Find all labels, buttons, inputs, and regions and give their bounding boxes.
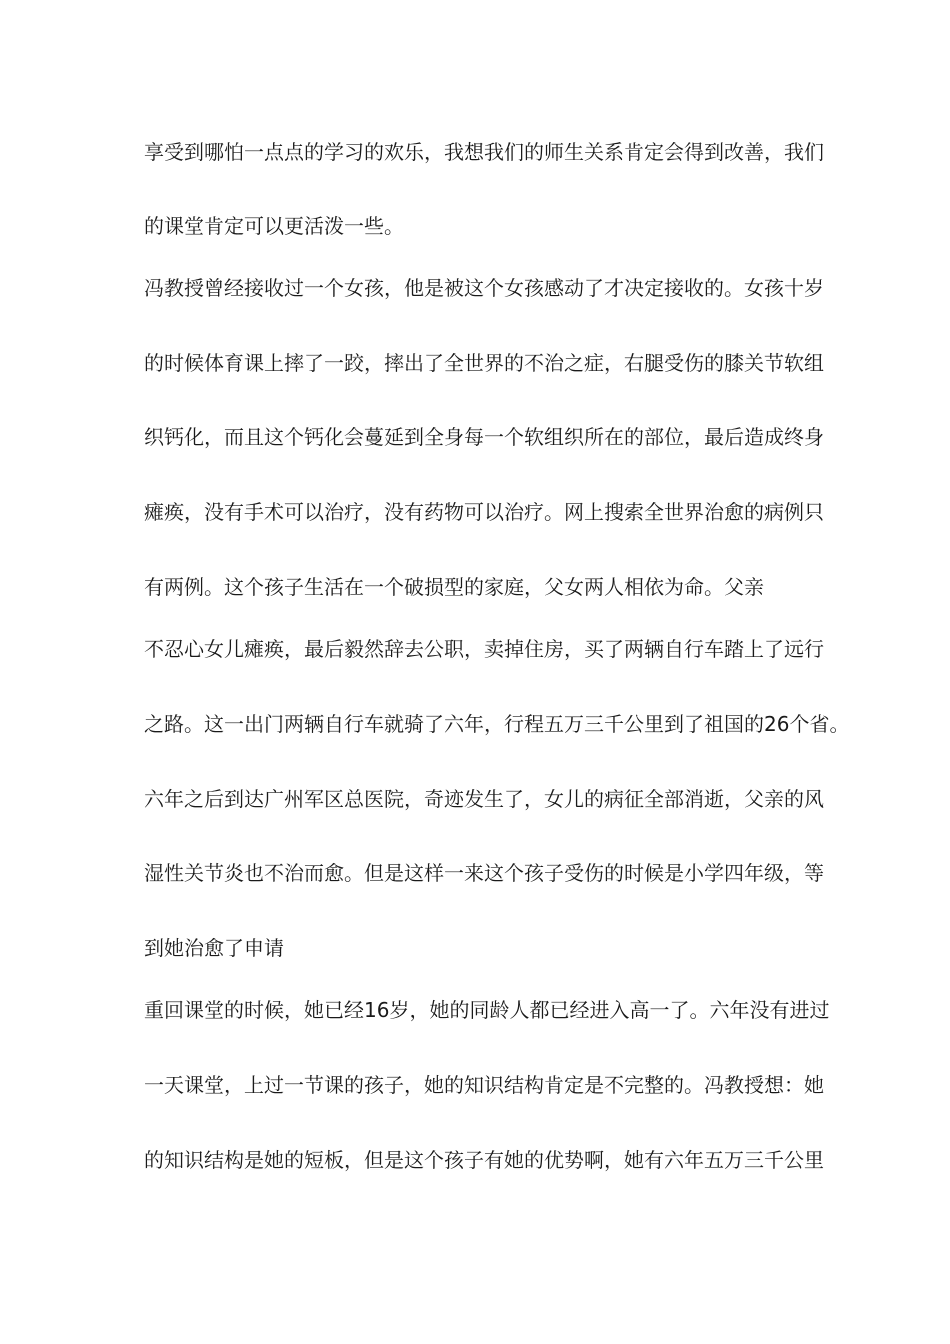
text-line: 享受到哪怕一点点的学习的欢乐，我想我们的师生关系肯定会得到改善，我们 <box>144 140 824 164</box>
text-line: 的时候体育课上摔了一跤，摔出了全世界的不治之症，右腿受伤的膝关节软组 <box>144 351 824 375</box>
text-line: 不忍心女儿瘫痪，最后毅然辞去公职，卖掉住房，买了两辆自行车踏上了远行 <box>144 637 824 661</box>
text-line: 的课堂肯定可以更活泼一些。 <box>144 214 404 238</box>
text-line: 的知识结构是她的短板，但是这个孩子有她的优势啊，她有六年五万三千公里 <box>144 1148 824 1172</box>
text-line: 织钙化，而且这个钙化会蔓延到全身每一个软组织所在的部位，最后造成终身 <box>144 425 824 449</box>
text-line: 湿性关节炎也不治而愈。但是这样一来这个孩子受伤的时候是小学四年级，等 <box>144 861 824 885</box>
text-line: 到她治愈了申请 <box>144 936 284 960</box>
text-line: 瘫痪，没有手术可以治疗，没有药物可以治疗。网上搜索全世界治愈的病例只 <box>144 500 824 524</box>
text-line: 之路。这一出门两辆自行车就骑了六年，行程五万三千公里到了祖国的26个省。 <box>144 712 850 736</box>
text-line: 一天课堂，上过一节课的孩子，她的知识结构肯定是不完整的。冯教授想：她 <box>144 1073 824 1097</box>
text-line: 有两例。这个孩子生活在一个破损型的家庭，父女两人相依为命。父亲 <box>144 575 764 599</box>
text-line: 重回课堂的时候，她已经16岁，她的同龄人都已经进入高一了。六年没有进过 <box>144 998 830 1022</box>
text-line: 冯教授曾经接收过一个女孩，他是被这个女孩感动了才决定接收的。女孩十岁 <box>144 276 824 300</box>
text-line: 六年之后到达广州军区总医院，奇迹发生了，女儿的病征全部消逝，父亲的风 <box>144 787 824 811</box>
